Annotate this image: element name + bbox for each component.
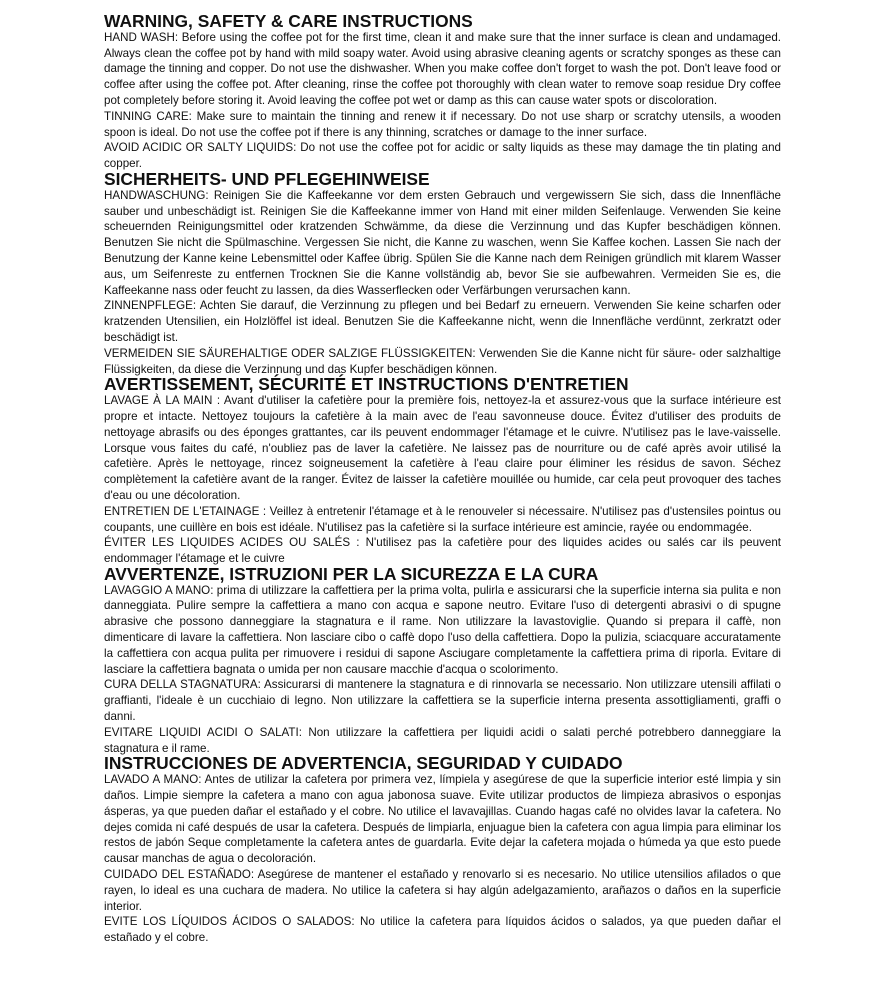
paragraph-cuidado-estanado: CUIDADO DEL ESTAÑADO: Asegúrese de mantener el estañado y renovarlo si es necesario. No utilice utensilios afilados o que rayen, lo ideal es una cuchara de madera. No utilice la cafetera si hay algún adelgazamiento, arañazos o daños en la superficie interior. xyxy=(104,868,781,913)
section-heading-english: WARNING, SAFETY & CARE INSTRUCTIONS xyxy=(104,11,473,31)
section-heading-spanish: INSTRUCCIONES DE ADVERTENCIA, SEGURIDAD Y CUIDADO xyxy=(104,753,623,774)
paragraph-eviter: ÉVITER LES LIQUIDES ACIDES OU SALÉS : N'utilisez pas la cafetière pour des liquides acides ou salés car ils peuvent endommager l'étamage et le cuivre xyxy=(104,536,781,566)
paragraph-evite: EVITE LOS LÍQUIDOS ÁCIDOS O SALADOS: No utilice la cafetera para líquidos ácidos o salados, ya que pueden dañar el estañado y el cobre. xyxy=(104,915,781,945)
section-german xyxy=(104,168,781,377)
section-heading-italian: AVVERTENZE, ISTRUZIONI PER LA SICUREZZA E LA CURA xyxy=(104,563,599,584)
paragraph-avoid-acidic: AVOID ACIDIC OR SALTY LIQUIDS: Do not use the coffee pot for acidic or salty liquids as these may damage the tin plating and copper. xyxy=(104,141,781,171)
paragraph-lavage: LAVAGE À LA MAIN : Avant d'utiliser la cafetière pour la première fois, nettoyez-la et assurez-vous que la surface intérieure est propre et intacte. Nettoyez toujours la cafetière à la main avec de l'eau savonneuse douce. Évitez d'utiliser des produits de nettoyage abrasifs ou des éponges grattantes, car ils peuvent endommager l'étamage et le cuivre. N'utilisez pas le lave-vaisselle. Lorsque vous faites du café, n'oubliez pas de laver la cafetière. Ne laissez pas de nourriture ou de café après avoir utilisé la cafetière. Après le nettoyage, rincez soigneusement la cafetière à l'eau claire pour éliminer les résidus de savon. Séchez complètement la cafetière avant de la ranger. Évitez de laisser la cafetière mouillée ou humide, car cela peut provoquer des taches d'eau ou une décoloration. xyxy=(104,394,781,502)
paragraph-lavado: LAVADO A MANO: Antes de utilizar la cafetera por primera vez, límpiela y asegúrese de que la superficie interior esté limpia y sin daños. Limpie siempre la cafetera a mano con agua jabonosa suave. Evite utilizar productos de limpieza abrasivos o esponjas ásperas, ya que pueden dañar el estañado y el cobre. No utilice el lavavajillas. Cuando hagas café no olvides lavar la cafetera. No dejes comida ni café después de usar la cafetera. Después de limpiarla, enjuague bien la cafetera con agua limpia para eliminar los restos de jabón Seque completamente la cafetera antes de guardarla. Evite dejar la cafetera mojada o húmeda ya que esto puede causar manchas de agua o decoloración. xyxy=(104,773,781,866)
section-english xyxy=(104,11,781,172)
paragraph-vermeiden: VERMEIDEN SIE SÄUREHALTIGE ODER SALZIGE FLÜSSIGKEITEN: Verwenden Sie die Kanne nicht für säure- oder salzhaltige Flüssigkeiten, da diese die Verzinnung und das Kupfer beschädigen können. xyxy=(104,346,781,376)
section-heading-french: AVERTISSEMENT, SÉCURITÉ ET INSTRUCTIONS D'ENTRETIEN xyxy=(104,374,629,395)
paragraph-evitare: EVITARE LIQUIDI ACIDI O SALATI: Non utilizzare la caffettiera per liquidi acidi o salati perché potrebbero danneggiare la stagnatura e il rame. xyxy=(104,725,781,755)
section-french xyxy=(104,374,781,567)
paragraph-hand-wash: HAND WASH: Before using the coffee pot for the first time, clean it and make sure that the inner surface is clean and undamaged. Always clean the coffee pot by hand with mild soapy water. Avoid using abrasive cleaning agents or scratchy sponges as these can damage the tinning and copper. Do not use the dishwasher. When you make coffee don't forget to wash the pot. Don't leave food or coffee after using the coffee pot. After cleaning, rinse the coffee pot thoroughly with clean water to remove soap residue Dry coffee pot completely before storing it. Avoid leaving the coffee pot wet or damp as this can cause water spots or discoloration. xyxy=(104,30,781,107)
section-italian xyxy=(104,563,781,757)
paragraph-cura-stagnatura: CURA DELLA STAGNATURA: Assicurarsi di mantenere la stagnatura e di rinnovarla se necessario. Non utilizzare utensili affilati o graffianti, l'ideale è un cucchiaio di legno. Non utilizzare la caffettiera se la superficie interna presenta assottigliamenti, graffi o danni. xyxy=(104,678,781,724)
paragraph-entretien: ENTRETIEN DE L'ETAINAGE : Veillez à entretenir l'étamage et à le renouveler si nécessaire. N'utilisez pas d'ustensiles pointus ou coupants, une cuillère en bois est idéale. N'utilisez pas la cafetière si la surface intérieure est amincie, rayée ou endommagée. xyxy=(104,504,781,534)
paragraph-handwaschung: HANDWASCHUNG: Reinigen Sie die Kaffeekanne vor dem ersten Gebrauch und vergewissern Sie sich, dass die Innenfläche sauber und unbeschädigt ist. Reinigen Sie die Kaffeekanne immer von Hand mit einer milden Seifenlauge. Verwenden Sie keine scheuernden Reinigungsmittel oder kratzenden Schwämme, da diese die Verzinnung und das Kupfer beschädigen können. Benutzen Sie nicht die Spülmaschine. Vergessen Sie nicht, die Kanne zu waschen, wenn Sie Kaffee kochen. Lassen Sie nach der Benutzung der Kanne keine Lebensmittel oder Kaffee übrig. Spülen Sie die Kanne nach dem Reinigen gründlich mit klarem Wasser aus, um Seifenreste zu entfernen Trocknen Sie die Kanne vollständig ab, bevor Sie sie aufbewahren. Vermeiden Sie es, die Kaffeekanne nass oder feucht zu lassen, da dies Wasserflecken oder Verfärbungen verursachen kann. xyxy=(104,188,781,297)
section-heading-german: SICHERHEITS- UND PFLEGEHINWEISE xyxy=(104,168,430,189)
paragraph-zinnenpflege: ZINNENPFLEGE: Achten Sie darauf, die Verzinnung zu pflegen und bei Bedarf zu erneuern. Verwenden Sie keine scharfen oder kratzenden Utensilien, ein Holzlöffel ist ideal. Benutzen Sie die Kaffeekanne nicht, wenn die Innenfläche verdünnt, zerkratzt oder beschädigt ist. xyxy=(104,299,781,344)
paragraph-tinning-care: TINNING CARE: Make sure to maintain the tinning and renew it if necessary. Do not use sharp or scratchy utensils, a wooden spoon is ideal. Do not use the coffee pot if there is any thinning, scratches or damage to the inner surface. xyxy=(104,109,781,139)
section-spanish xyxy=(104,753,781,946)
paragraph-lavaggio: LAVAGGIO A MANO: prima di utilizzare la caffettiera per la prima volta, pulirla e assicurarsi che la superficie interna sia pulita e non danneggiata. Pulire sempre la caffettiera a mano con acqua e sapone neutro. Evitare l'uso di detergenti abrasivi o di spugne abrasive che possono danneggiare la stagnatura e il rame. Non utilizzare la lavastoviglie. Quando si prepara il caffè, non dimenticare di lavare la caffettiera. Non lasciare cibo o caffè dopo l'uso della caffettiera. Dopo la pulizia, sciacquare accuratamente la caffettiera con acqua pulita per rimuovere i residui di sapone Asciugare completamente la caffettiera prima di riporla. Evitare di lasciare la caffettiera bagnata o umida per non causare macchie d'acqua o scolorimento. xyxy=(104,583,781,676)
